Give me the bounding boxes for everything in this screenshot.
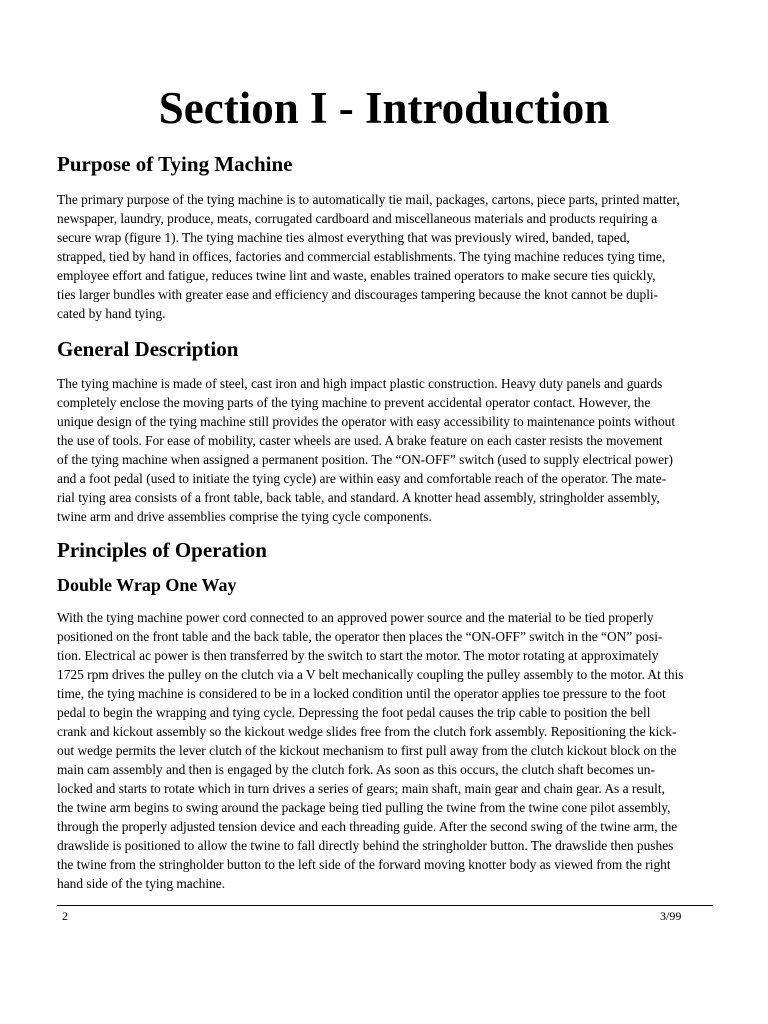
paragraph-principles <box>57 608 717 893</box>
paragraph-line: crank and kickout assembly so the kickout wedge slides free from the clutch fork assembly. Repositioning the kick- <box>57 724 677 739</box>
paragraph-line: rial tying area consists of a front table, back table, and standard. A knotter head assembly, stringholder assembly, <box>57 490 660 505</box>
page-title: Section I - Introduction <box>158 83 610 133</box>
paragraph-line: locked and starts to rotate which in turn drives a series of gears; main shaft, main gear and chain gear. As a result, <box>57 781 665 796</box>
paragraph-line: employee effort and fatigue, reduces twine lint and waste, enables trained operators to make secure ties quickly, <box>57 268 656 283</box>
paragraph-line: the use of tools. For ease of mobility, caster wheels are used. A brake feature on each caster resists the movement <box>57 433 663 448</box>
paragraph-general-description <box>57 374 717 526</box>
paragraph-line: ties larger bundles with greater ease and efficiency and discourages tampering because the knot cannot be dupli- <box>57 287 659 302</box>
paragraph-purpose <box>57 190 717 323</box>
paragraph-line: The primary purpose of the tying machine is to automatically tie mail, packages, cartons, piece parts, printed matter, <box>57 192 680 207</box>
paragraph-line: strapped, tied by hand in offices, factories and commercial establishments. The tying machine reduces tying time, <box>57 249 666 264</box>
paragraph-line: time, the tying machine is considered to be in a locked condition until the operator applies toe pressure to the foot <box>57 686 666 701</box>
paragraph-line: secure wrap (figure 1). The tying machine ties almost everything that was previously wired, banded, taped, <box>57 230 630 245</box>
paragraph-line: tion. Electrical ac power is then transferred by the switch to start the motor. The motor rotating at approximately <box>57 648 659 663</box>
paragraph-line: 1725 rpm drives the pulley on the clutch via a V belt mechanically coupling the pulley assembly to the motor. At this <box>57 667 684 682</box>
subsection-heading-double-wrap: Double Wrap One Way <box>57 575 237 595</box>
section-heading-general-description: General Description <box>57 337 239 361</box>
paragraph-line: hand side of the tying machine. <box>57 876 226 891</box>
paragraph-line: and a foot pedal (used to initiate the tying cycle) are within easy and comfortable reach of the operator. The mate- <box>57 471 667 486</box>
section-heading-purpose: Purpose of Tying Machine <box>57 152 293 176</box>
paragraph-line: cated by hand tying. <box>57 306 166 321</box>
paragraph-line: main cam assembly and then is engaged by the clutch fork. As soon as this occurs, the clutch shaft becomes un- <box>57 762 655 777</box>
paragraph-line: completely enclose the moving parts of the tying machine to prevent accidental operator contact. However, the <box>57 395 651 410</box>
paragraph-line: With the tying machine power cord connected to an approved power source and the material to be tied properly <box>57 610 654 625</box>
revision-date: 3/99 <box>660 909 682 923</box>
paragraph-line: drawslide is positioned to allow the twine to fall directly behind the stringholder button. The drawslide then pushes <box>57 838 674 853</box>
paragraph-line: newspaper, laundry, produce, meats, corrugated cardboard and miscellaneous materials and products requiring a <box>57 211 658 226</box>
paragraph-line: out wedge permits the lever clutch of the kickout mechanism to first pull away from the clutch kickout block on the <box>57 743 677 758</box>
paragraph-line: of the tying machine when assigned a permanent position. The “ON-OFF” switch (used to supply electrical power) <box>57 452 673 467</box>
section-heading-principles: Principles of Operation <box>57 538 267 562</box>
paragraph-line: pedal to begin the wrapping and tying cycle. Depressing the foot pedal causes the trip cable to position the bell <box>57 705 651 720</box>
paragraph-line: unique design of the tying machine still provides the operator with easy accessibility to maintenance points without <box>57 414 676 429</box>
paragraph-line: twine arm and drive assemblies comprise the tying cycle components. <box>57 509 432 524</box>
paragraph-line: The tying machine is made of steel, cast iron and high impact plastic construction. Heavy duty panels and guards <box>57 376 663 391</box>
paragraph-line: positioned on the front table and the back table, the operator then places the “ON-OFF” switch in the “ON” posi- <box>57 629 663 644</box>
paragraph-line: through the properly adjusted tension device and each threading guide. After the second swing of the twine arm, the <box>57 819 678 834</box>
footer-rule <box>57 905 713 906</box>
paragraph-line: the twine arm begins to swing around the package being tied pulling the twine from the twine cone pilot assembly, <box>57 800 671 815</box>
page-number: 2 <box>62 909 68 923</box>
paragraph-line: the twine from the stringholder button to the left side of the forward moving knotter body as viewed from the right <box>57 857 671 872</box>
